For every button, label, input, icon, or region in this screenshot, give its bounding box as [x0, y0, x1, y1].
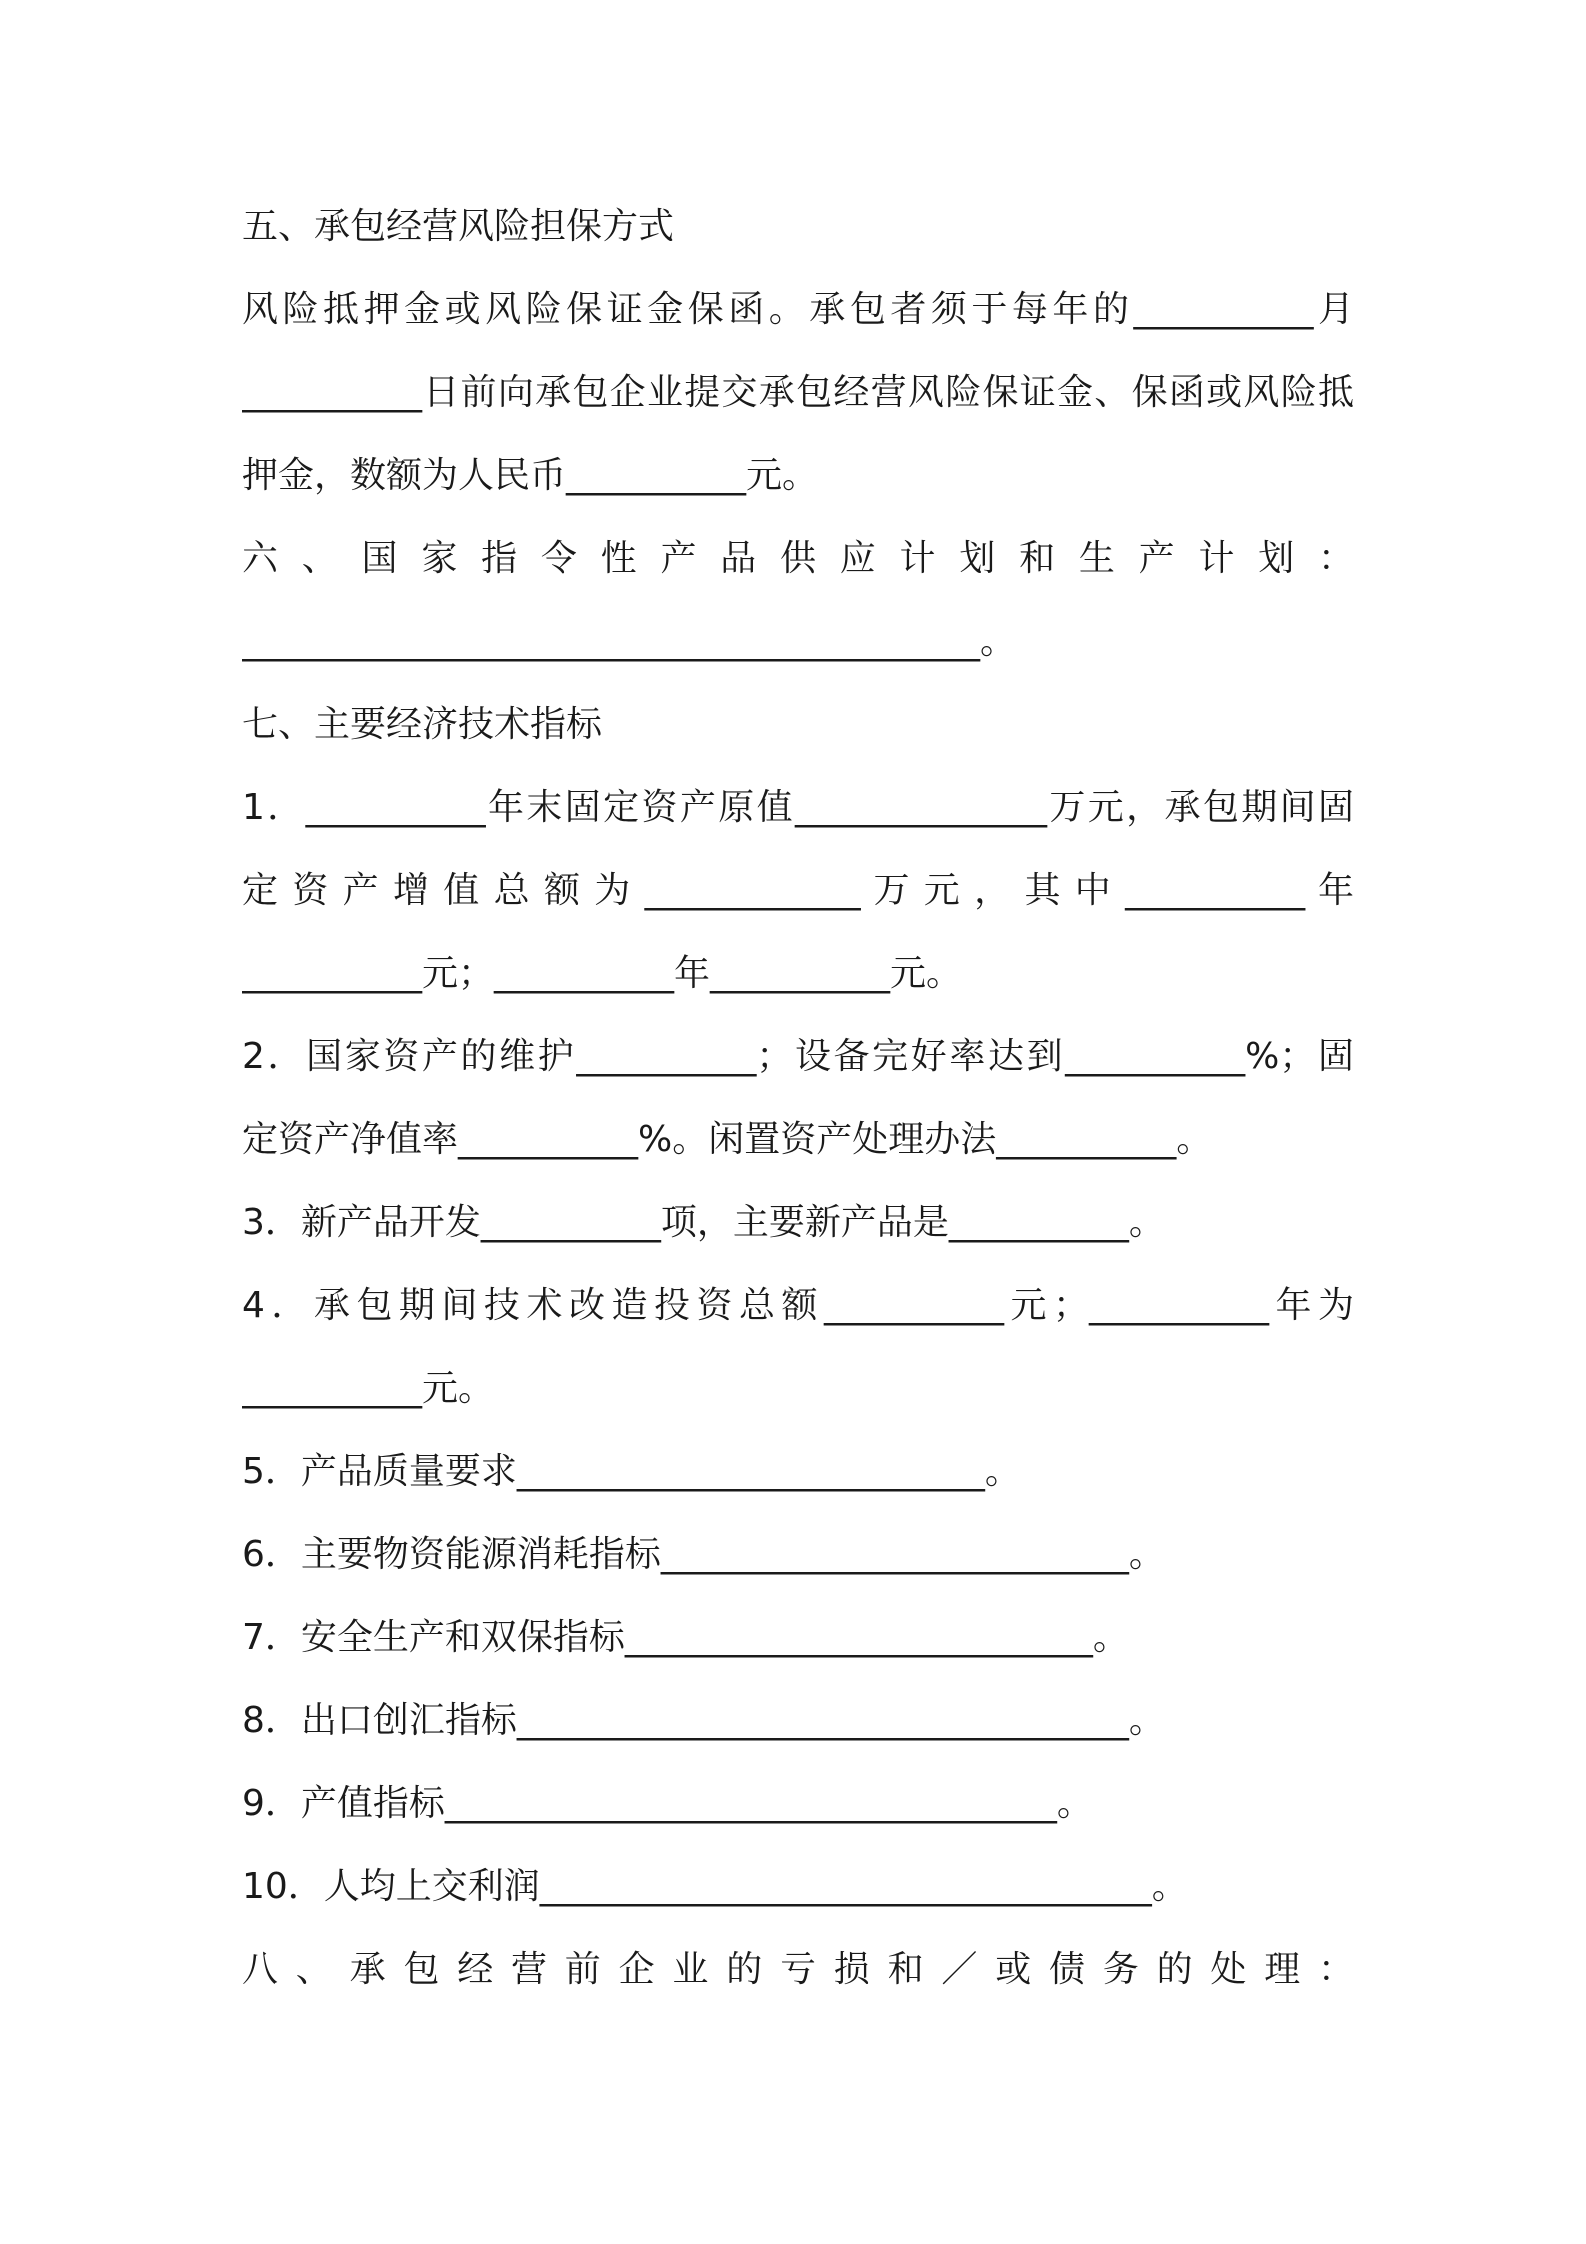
- item-2-line-2: 定资产净值率__________%。闲置资产处理办法__________。: [242, 1119, 1213, 1160]
- section-8-heading: 八 、 承 包 经 营 前 企 业 的 亏 损 和 ／ 或 债 务 的 处 理 ：: [242, 1949, 1354, 1990]
- item-3: 3．新产品开发__________项，主要新产品是__________。: [242, 1202, 1165, 1243]
- section-6-blank-line: _________________________________________。: [242, 621, 1016, 662]
- item-9: 9．产值指标__________________________________。: [242, 1783, 1093, 1824]
- item-8: 8．出口创汇指标__________________________________。: [242, 1700, 1165, 1741]
- section-5-text-line-3: 押金，数额为人民币__________元。: [242, 455, 819, 496]
- section-5-text-line-1: 风险抵押金或风险保证金保函。承包者须于每年的__________月: [242, 289, 1354, 330]
- item-7: 7．安全生产和双保指标__________________________。: [242, 1617, 1129, 1658]
- section-6-heading: 六 、 国 家 指 令 性 产 品 供 应 计 划 和 生 产 计 划 ：: [242, 538, 1354, 579]
- item-4-line-2: __________元。: [242, 1368, 495, 1409]
- item-1-line-1: 1．__________年末固定资产原值______________万元，承包期间固: [242, 787, 1354, 828]
- item-1-line-2: 定 资 产 增 值 总 额 为 ____________ 万 元 ， 其 中 __________ 年: [242, 870, 1354, 911]
- section-7-heading: 七、主要经济技术指标: [242, 704, 603, 745]
- item-10: 10．人均上交利润__________________________________。: [242, 1866, 1188, 1907]
- item-1-line-3: __________元；__________年__________元。: [242, 953, 962, 994]
- item-2-line-1: 2．国家资产的维护__________；设备完好率达到__________%；固: [242, 1036, 1354, 1077]
- section-5-heading: 五、承包经营风险担保方式: [242, 206, 675, 247]
- item-5: 5．产品质量要求__________________________。: [242, 1451, 1021, 1492]
- section-5-text-line-2: __________日前向承包企业提交承包经营风险保证金、保函或风险抵: [242, 372, 1354, 413]
- item-4-line-1: 4．承包期间技术改造投资总额__________元；__________年为: [242, 1285, 1354, 1326]
- item-6: 6．主要物资能源消耗指标__________________________。: [242, 1534, 1165, 1575]
